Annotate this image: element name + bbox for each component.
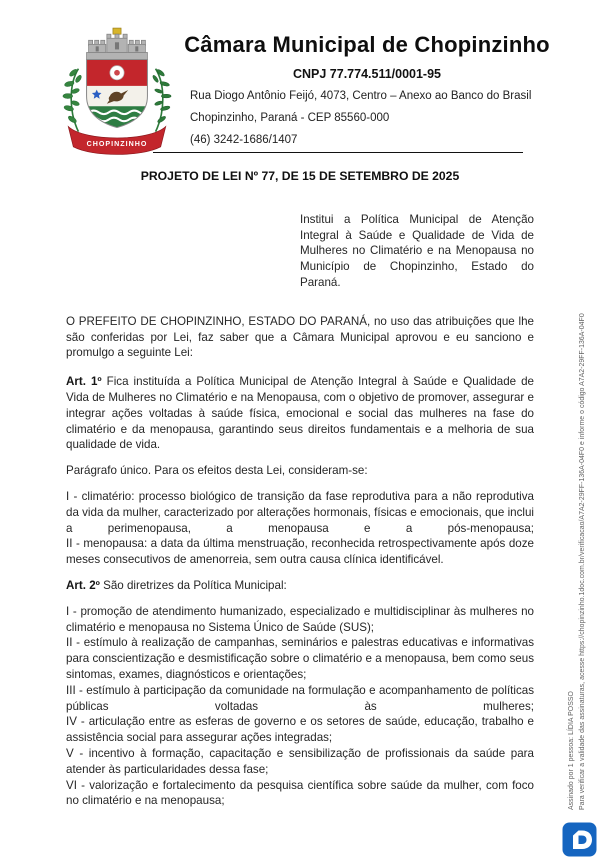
bill-ementa: Institui a Política Municipal de Atenção Integral à Saúde e Qualidade de Vida de Mulheres no Climatério e na Menopausa no Município de Chopinzinho, Estado do Paraná.: [300, 212, 534, 289]
ribbon-banner: [68, 127, 165, 155]
onedoc-logo-icon: [562, 822, 597, 857]
bill-preamble: O PREFEITO DE CHOPINZINHO, ESTADO DO PARANÁ, no uso das atribuições que lhe são conferidas por Lei, faz saber que a Câmara Municipal aprovou e eu sanciono e promulgo a seguinte Lei:: [66, 314, 534, 360]
diretrizes-list: [66, 604, 534, 809]
org-address-line2: Chopinzinho, Paraná - CEP 85560-000: [190, 112, 390, 124]
org-cnpj: CNPJ 77.774.511/0001-95: [292, 67, 442, 81]
coat-of-arms-crest: [54, 22, 180, 158]
org-phone: (46) 3242-1686/1407: [190, 134, 298, 146]
article-2-text: São diretrizes da Política Municipal:: [99, 578, 287, 592]
signature-signed-by: Assinado por 1 pessoa: LÍDIA POSSO: [568, 691, 575, 810]
article-2-label: Art. 2º: [66, 578, 100, 592]
bill-title: PROJETO DE LEI Nº 77, DE 15 DE SETEMBRO DE 2025: [140, 169, 460, 183]
diretriz-item-6: VI - valorização e fortalecimento da pesquisa científica sobre saúde da mulher, com foco no climatério e na menopausa;: [66, 778, 534, 808]
crest-banner-text: CHOPINZINHO: [86, 139, 148, 148]
letterhead: [172, 32, 562, 147]
article-1-label: Art. 1º: [66, 375, 102, 389]
header-divider: [153, 152, 523, 153]
shield-icon: [87, 60, 150, 132]
bill-text: [66, 169, 534, 809]
article-1-text: Fica instituída a Política Municipal de Atenção Integral à Saúde e Qualidade de Vida de Mulheres no Climatério e na Menopausa, com o objetivo de promover, assegurar e integrar ações voltadas à saúde física, emocional e social das mulheres na fase do climatério e da menopausa, garantindo seus direitos fundamentais e a melhoria de sua qualidade de vida.: [66, 375, 535, 452]
signature-verification-note: Para verificar a validade das assinaturas, acesse https://chopinzinho.1doc.com.br/verificacao/A7A2-29FF-136A-04F0 e informe o código A7A2-29FF-136A-04F0: [579, 313, 586, 810]
definitions-list: [66, 489, 534, 568]
definition-item-2: II - menopausa: a data da última menstruação, reconhecida retrospectivamente após doze meses consecutivos de amenorreia, sem outra causa clínica identificável.: [66, 537, 534, 567]
diretriz-item-5: V - incentivo à formação, capacitação e sensibilização de profissionais da saúde para atender às particularidades dessa fase;: [66, 746, 534, 776]
mural-crown-icon: [87, 28, 148, 59]
org-address-line1: Rua Diogo Antônio Feijó, 4073, Centro – Anexo ao Banco do Brasil: [190, 90, 532, 102]
laurel-branch-icon: [63, 68, 83, 132]
article-2: [66, 578, 534, 594]
article-1: [66, 374, 534, 453]
diretriz-item-2: II - estímulo à realização de campanhas, seminários e palestras educativas e informativas para conscientização e desmistificação sobre o climatério e a menopausa, bem como seus sintomas, exames, diagnósticos e orientações;: [66, 636, 534, 681]
pine-branch-icon: [152, 68, 171, 131]
diretriz-item-4: IV - articulação entre as esferas de governo e os setores de saúde, educação, trabalho e assistência social para assegurar ações integradas;: [66, 715, 534, 745]
diretriz-item-3: III - estímulo à participação da comunidade na formulação e acompanhamento de políticas públicas voltadas às mulheres;: [66, 683, 534, 713]
diretriz-item-1: I - promoção de atendimento humanizado, especializado e multidisciplinar às mulheres no climatério e menopausa no Sistema Único de Saúde (SUS);: [66, 604, 534, 634]
definition-item-1: I - climatério: processo biológico de transição da fase reprodutiva para a não reprodutiva da vida da mulher, caracterizado por alterações hormonais, físicas e emocionais, que inclui a perimenopausa, a menopausa e a pós-menopausa;: [66, 489, 534, 535]
paragrafo-unico: Parágrafo único. Para os efeitos desta Lei, consideram-se:: [66, 464, 368, 478]
org-name: Câmara Municipal de Chopinzinho: [184, 32, 550, 57]
